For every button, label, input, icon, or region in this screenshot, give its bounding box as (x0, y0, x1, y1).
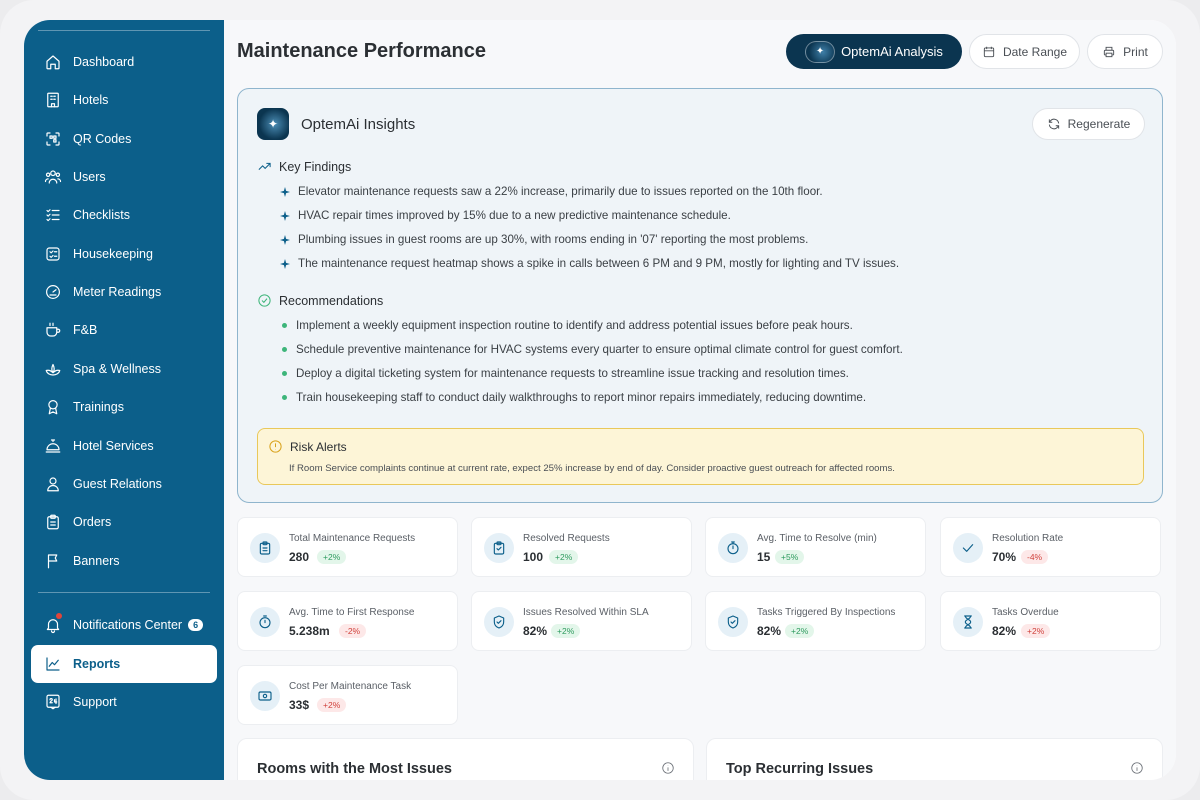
recommendation-item (279, 391, 866, 404)
key-finding-item (279, 233, 808, 246)
kpi-change-badge: -2% (339, 624, 366, 638)
kpi-label: Issues Resolved Within SLA (523, 607, 649, 618)
kpi-card (940, 591, 1161, 651)
money-icon (250, 681, 280, 711)
kpi-card (705, 517, 926, 577)
sidebar-item-label: Housekeeping (73, 247, 153, 261)
kpi-label: Resolution Rate (992, 533, 1064, 544)
warning-icon (268, 439, 283, 454)
sidebar-item-label: F&B (73, 323, 98, 337)
recommendation-item (279, 367, 849, 380)
kpi-card (237, 517, 458, 577)
kpi-label: Avg. Time to First Response (289, 607, 415, 618)
recommendation-item (279, 343, 903, 356)
kpi-card (705, 591, 926, 651)
notification-count-badge: 6 (188, 619, 203, 631)
kpi-value: 15 (757, 550, 771, 564)
calendar-icon (982, 45, 996, 59)
building-icon (43, 90, 63, 110)
kpi-card (471, 517, 692, 577)
sidebar-item-label: Orders (73, 515, 112, 529)
key-finding-item (279, 257, 899, 270)
main-content (224, 20, 1176, 780)
risk-alert-heading (268, 439, 347, 454)
sidebar-item-label: Guest Relations (73, 477, 162, 491)
key-findings-title: Key Findings (279, 159, 352, 174)
recommendation-text: Schedule preventive maintenance for HVAC systems every quarter to ensure optimal climate control for guest comfort. (296, 343, 903, 356)
clipboard-check-icon (484, 533, 514, 563)
optemai-analysis-label: OptemAi Analysis (841, 44, 943, 59)
sidebar-item-label: Dashboard (73, 55, 135, 69)
sparkle-icon (279, 210, 291, 222)
key-finding-text: The maintenance request heatmap shows a spike in calls between 6 PM and 9 PM, mostly for lighting and TV issues. (298, 257, 900, 270)
chart-line-icon (43, 654, 63, 674)
clipboard-icon (250, 533, 280, 563)
kpi-label: Total Maintenance Requests (289, 533, 416, 544)
date-range-label: Date Range (1002, 44, 1068, 59)
qr-code-icon (43, 129, 63, 149)
insights-title: OptemAi Insights (301, 116, 416, 133)
kpi-change-badge: +2% (317, 550, 346, 564)
shield-check-icon (484, 607, 514, 637)
kpi-change-badge: +2% (317, 698, 346, 712)
check-circle-icon (257, 293, 272, 308)
kpi-card (471, 591, 692, 651)
recommendation-text: Implement a weekly equipment inspection routine to identify and address potential issues before peak hours. (296, 319, 853, 332)
optemai-insights-panel (237, 88, 1163, 503)
risk-alert-box (257, 428, 1144, 485)
refresh-icon (1047, 117, 1061, 131)
sidebar-item-label: Support (73, 695, 117, 709)
sidebar-item-reports[interactable] (31, 645, 217, 683)
key-finding-item (279, 185, 823, 198)
rooms-most-issues-panel (237, 738, 694, 780)
bullet-dot (282, 323, 287, 328)
kpi-label: Tasks Overdue (992, 607, 1059, 618)
kpi-label: Avg. Time to Resolve (min) (757, 533, 877, 544)
sidebar-item-notifications[interactable] (31, 607, 217, 643)
sidebar-item-label: Meter Readings (73, 285, 162, 299)
kpi-card (940, 517, 1161, 577)
info-icon[interactable] (661, 761, 675, 775)
kpi-value: 82% (757, 624, 782, 638)
sidebar-item-hotel-services[interactable] (31, 428, 217, 464)
meter-icon (43, 282, 63, 302)
kpi-value: 70% (992, 550, 1017, 564)
optemai-logo-icon: ✦ (257, 108, 289, 140)
clipboard-icon (43, 512, 63, 532)
sidebar-item-label: Trainings (73, 400, 124, 414)
kpi-change-badge: +5% (775, 550, 804, 564)
lotus-icon (43, 359, 63, 379)
key-findings-heading (257, 159, 351, 174)
recommendations-heading (257, 293, 383, 308)
stopwatch-icon (718, 533, 748, 563)
kpi-change-badge: +2% (551, 624, 580, 638)
sparkle-icon (279, 186, 291, 198)
kpi-label: Tasks Triggered By Inspections (757, 607, 896, 618)
housekeeping-icon (43, 244, 63, 264)
print-button[interactable] (1087, 34, 1163, 69)
trending-up-icon (257, 159, 272, 174)
printer-icon (1102, 45, 1116, 59)
sidebar-item-housekeeping[interactable] (31, 236, 217, 272)
sidebar-item-label: Checklists (73, 208, 130, 222)
sidebar-item-guest-relations[interactable] (31, 466, 217, 502)
sidebar-item-checklists[interactable] (31, 197, 217, 233)
kpi-card (237, 591, 458, 651)
recommendation-text: Deploy a digital ticketing system for maintenance requests to streamline issue tracking and resolution times. (296, 367, 849, 380)
kpi-value: 5.238m (289, 624, 330, 638)
sidebar (24, 20, 224, 780)
panel-title: Rooms with the Most Issues (257, 761, 452, 777)
kpi-change-badge: -4% (1021, 550, 1048, 564)
sidebar-item-label: QR Codes (73, 132, 132, 146)
recommendation-text: Train housekeeping staff to conduct daily walkthroughs to report minor repairs immediately, reducing downtime. (296, 391, 867, 404)
sidebar-divider-bottom (38, 592, 210, 593)
risk-alert-text: If Room Service complaints continue at current rate, expect 25% increase by end of day. Consider proactive guest outreach for affected rooms. (289, 463, 895, 474)
sidebar-item-label: Hotel Services (73, 439, 154, 453)
risk-alert-title: Risk Alerts (290, 439, 347, 454)
sparkle-logo-icon: ✦ (805, 41, 835, 63)
page-title: Maintenance Performance (237, 40, 486, 62)
sidebar-item-qr-codes[interactable] (31, 121, 217, 157)
sidebar-item-orders[interactable] (31, 504, 217, 540)
sidebar-divider-top (38, 30, 210, 31)
sparkle-icon (279, 258, 291, 270)
bullet-dot (282, 395, 287, 400)
info-icon[interactable] (1130, 761, 1144, 775)
kpi-card (237, 665, 458, 725)
sidebar-item-banners[interactable] (31, 543, 217, 579)
sidebar-item-support[interactable] (31, 684, 217, 720)
shield-check-icon (718, 607, 748, 637)
notification-dot (56, 613, 62, 619)
hourglass-icon (953, 607, 983, 637)
check-icon (953, 533, 983, 563)
key-finding-text: Elevator maintenance requests saw a 22% increase, primarily due to issues reported on the 10th floor. (298, 185, 823, 198)
kpi-value: 280 (289, 550, 310, 564)
flag-icon (43, 551, 63, 571)
print-label: Print (1123, 44, 1148, 59)
sidebar-item-label: Users (73, 170, 106, 184)
home-icon (43, 52, 63, 72)
sidebar-item-spa-wellness[interactable] (31, 351, 217, 387)
sparkle-icon (279, 234, 291, 246)
kpi-change-badge: +2% (785, 624, 814, 638)
regenerate-button[interactable] (1032, 108, 1145, 140)
panel-title: Top Recurring Issues (726, 761, 874, 777)
checklist-icon (43, 205, 63, 225)
award-icon (43, 397, 63, 417)
users-icon (43, 167, 63, 187)
kpi-value: 33$ (289, 698, 310, 712)
bell-service-icon (43, 436, 63, 456)
sidebar-item-fnb[interactable] (31, 312, 217, 348)
date-range-button[interactable] (969, 34, 1080, 69)
sidebar-item-users[interactable] (31, 159, 217, 195)
app-screen (24, 20, 1176, 780)
key-finding-text: Plumbing issues in guest rooms are up 30%, with rooms ending in '07' reporting the most problems. (298, 233, 809, 246)
sidebar-item-label: Spa & Wellness (73, 362, 162, 376)
recommendations-title: Recommendations (279, 293, 384, 308)
kpi-value: 82% (992, 624, 1017, 638)
bullet-dot (282, 371, 287, 376)
key-finding-item (279, 209, 731, 222)
cup-icon (43, 320, 63, 340)
timer-icon (250, 607, 280, 637)
kpi-label: Resolved Requests (523, 533, 610, 544)
key-finding-text: HVAC repair times improved by 15% due to a new predictive maintenance schedule. (298, 209, 731, 222)
kpi-value: 100 (523, 550, 544, 564)
sidebar-item-label: Notifications Center (73, 618, 183, 632)
sidebar-item-trainings[interactable] (31, 389, 217, 425)
sidebar-item-hotels[interactable] (31, 82, 217, 118)
sidebar-item-meter-readings[interactable] (31, 274, 217, 310)
support-24-icon (43, 692, 63, 712)
optemai-analysis-button[interactable] (786, 34, 962, 69)
kpi-change-badge: +2% (549, 550, 578, 564)
sidebar-item-label: Hotels (73, 93, 109, 107)
kpi-value: 82% (523, 624, 548, 638)
top-recurring-issues-panel (706, 738, 1163, 780)
sidebar-item-dashboard[interactable] (31, 44, 217, 80)
sidebar-item-label: Banners (73, 554, 120, 568)
person-icon (43, 474, 63, 494)
kpi-label: Cost Per Maintenance Task (289, 681, 412, 692)
recommendation-item (279, 319, 853, 332)
kpi-change-badge: +2% (1021, 624, 1050, 638)
bullet-dot (282, 347, 287, 352)
sidebar-item-label: Reports (73, 657, 121, 671)
regenerate-label: Regenerate (1067, 117, 1131, 131)
